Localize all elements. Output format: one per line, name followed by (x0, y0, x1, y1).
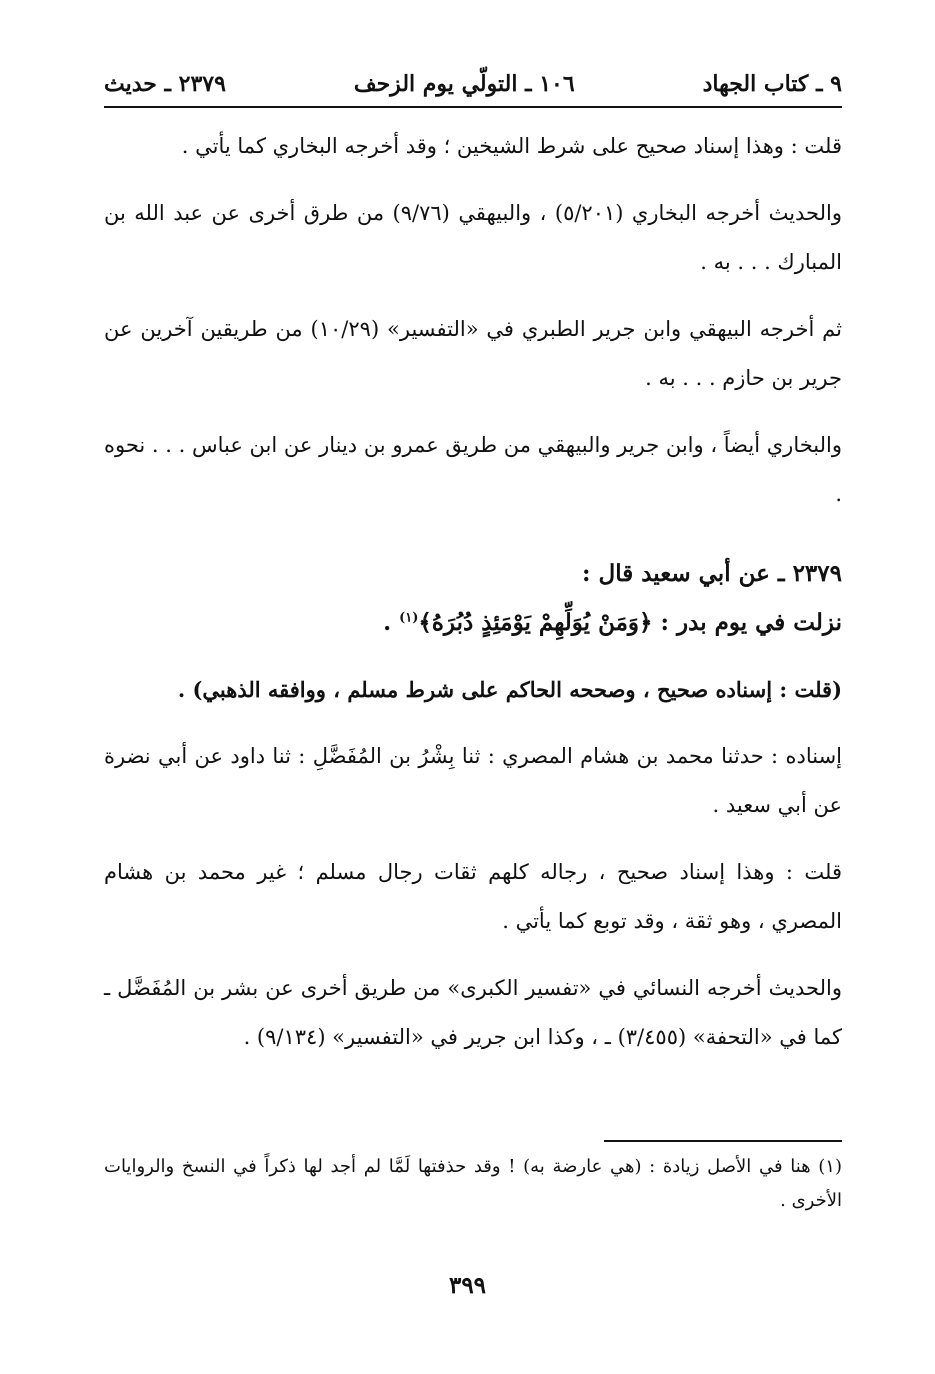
footnote-divider (604, 1140, 842, 1142)
running-header (104, 68, 842, 108)
header-chapter-title: ١٠٦ ـ التولّي يوم الزحف (353, 71, 575, 97)
hadith-text-intro: نزلت في يوم بدر : (652, 609, 842, 636)
footnote-reference: (١) (399, 610, 419, 626)
paragraph-grading-isnad: قلت : وهذا إسناد صحيح ، رجاله كلهم ثقات رجال مسلم ؛ غير محمد بن هشام المصري ، وهو ثقة ، وقد توبع كما يأتي . (104, 860, 842, 933)
paragraph-takhrij-bayhaqi: ثم أخرجه البيهقي وابن جرير الطبري في «التفسير» (١٠/٢٩) من طريقين آخرين عن جرير بن حازم . . . به . (104, 317, 842, 390)
hadith-verdict: (قلت : إسناده صحيح ، وصححه الحاكم على شرط مسلم ، ووافقه الذهبي) . (177, 677, 842, 702)
hadith-text-end: . (383, 609, 400, 636)
paragraph-grading: قلت : وهذا إسناد صحيح على شرط الشيخين ؛ وقد أخرجه البخاري كما يأتي . (181, 134, 842, 158)
paragraph-takhrij-nasai: والحديث أخرجه النسائي في «تفسير الكبرى» من طريق أخرى عن بشر بن المُفَضَّل ـ كما في «التحفة» (٣/٤٥٥) ـ ، وكذا ابن جرير في «التفسير» (٩/١٣٤) . (104, 976, 842, 1049)
hadith-title: ٢٣٧٩ ـ عن أبي سعيد قال : (582, 560, 842, 587)
paragraph-takhrij-bukhari: والحديث أخرجه البخاري (٥/٢٠١) ، والبيهقي (٩/٧٦) من طرق أخرى عن عبد الله بن المبارك . . . به . (104, 201, 842, 274)
hadith-text (104, 598, 842, 647)
header-hadith-number: ٢٣٧٩ ـ حديث (104, 71, 226, 97)
footnote-1: (١) هنا في الأصل زيادة : (هي عارضة به) ! وقد حذفتها لَمَّا لم أجد لها ذكراً في النسخ والروايات الأخرى . (104, 1156, 842, 1211)
page-number: ٣٩٩ (448, 1272, 487, 1299)
main-text (104, 122, 842, 1080)
paragraph-takhrij-ibn-abbas: والبخاري أيضاً ، وابن جرير والبيهقي من طريق عمرو بن دينار عن ابن عباس . . . نحوه . (103, 433, 842, 506)
paragraph-isnad: إسناده : حدثنا محمد بن هشام المصري : ثنا بِشْرُ بن المُفَضَّلِ : ثنا داود عن أبي نضرة عن أبي سعيد . (104, 744, 842, 817)
quran-verse: ﴿وَمَنْ يُوَلِّهِمْ يَوْمَئِذٍ دُبُرَهُ﴾ (418, 609, 653, 636)
header-book-title: ٩ ـ كتاب الجهاد (702, 71, 842, 97)
